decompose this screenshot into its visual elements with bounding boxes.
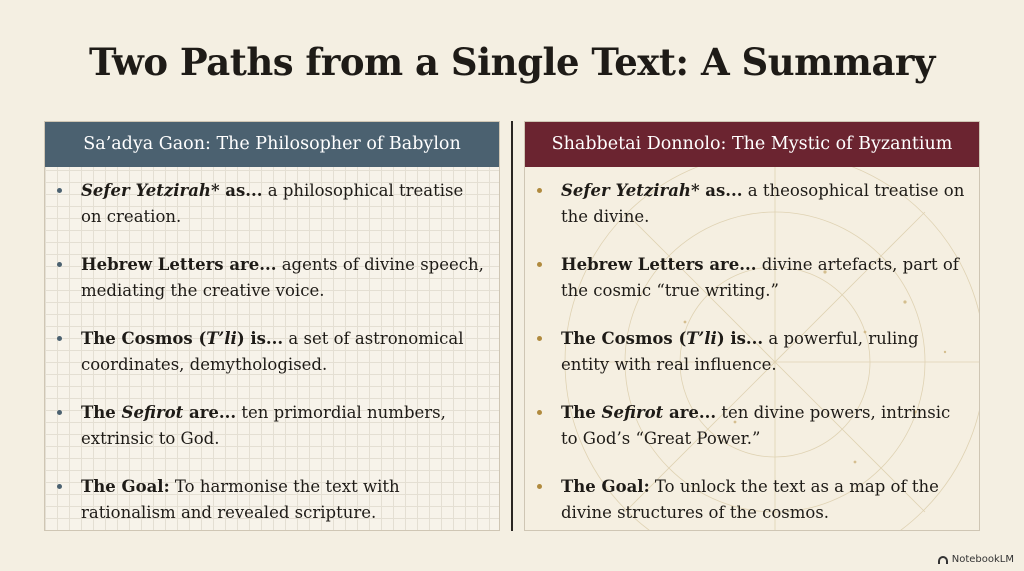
- bullet-icon: [537, 188, 542, 193]
- bullet-icon: [57, 262, 62, 267]
- list-item: [525, 326, 979, 400]
- item-text: a theosophical treatise on the divine.: [561, 181, 965, 226]
- list-item: [525, 474, 979, 531]
- bullet-icon: [57, 484, 62, 489]
- right-item-list: [525, 178, 979, 531]
- bullet-icon: [537, 484, 542, 489]
- list-item: [525, 252, 979, 326]
- brand-watermark: [938, 554, 1014, 565]
- bullet-icon: [537, 410, 542, 415]
- page-title: Two Paths from a Single Text: A Summary: [89, 40, 935, 84]
- item-text: To unlock the text as a map of the divine structures of the cosmos.: [561, 477, 939, 522]
- list-item: [45, 252, 499, 326]
- item-lead: The Goal:: [561, 477, 650, 496]
- column-divider: [511, 121, 513, 531]
- item-text: a powerful, ruling entity with real influence.: [561, 329, 919, 374]
- list-item: [45, 326, 499, 400]
- item-text: To harmonise the text with rationalism and revealed scripture.: [81, 477, 400, 522]
- item-lead: Hebrew Letters are...: [561, 255, 757, 274]
- brand-label: NotebookLM: [951, 554, 1014, 565]
- left-item-list: [45, 178, 499, 548]
- item-lead: Sefer Yetzirah* as...: [81, 181, 263, 200]
- bullet-icon: [57, 188, 62, 193]
- item-lead: The Cosmos (T’li) is...: [81, 329, 284, 348]
- left-panel: [44, 121, 500, 531]
- item-text: ten primordial numbers, extrinsic to God.: [81, 403, 446, 448]
- left-panel-header: Sa’adya Gaon: The Philosopher of Babylon: [45, 122, 499, 167]
- item-lead: Hebrew Letters are...: [81, 255, 277, 274]
- list-item: [45, 474, 499, 548]
- item-text: a set of astronomical coordinates, demythologised.: [81, 329, 464, 374]
- bullet-icon: [537, 336, 542, 341]
- right-panel: [524, 121, 980, 531]
- item-lead: The Sefirot are...: [561, 403, 717, 422]
- list-item: [45, 400, 499, 474]
- list-item: [45, 178, 499, 252]
- list-item: [525, 178, 979, 252]
- list-item: [525, 400, 979, 474]
- item-text: agents of divine speech, mediating the creative voice.: [81, 255, 484, 300]
- right-panel-header: Shabbetai Donnolo: The Mystic of Byzantium: [525, 122, 979, 167]
- bullet-icon: [57, 410, 62, 415]
- bullet-icon: [57, 336, 62, 341]
- item-lead: Sefer Yetzirah* as...: [561, 181, 743, 200]
- item-text: a philosophical treatise on creation.: [81, 181, 464, 226]
- item-text: divine artefacts, part of the cosmic “true writing.”: [561, 255, 959, 300]
- item-text: ten divine powers, intrinsic to God’s “Great Power.”: [561, 403, 951, 448]
- item-lead: The Cosmos (T’li) is...: [561, 329, 764, 348]
- notebooklm-logo-icon: [938, 556, 948, 564]
- item-lead: The Goal:: [81, 477, 170, 496]
- item-lead: The Sefirot are...: [81, 403, 237, 422]
- bullet-icon: [537, 262, 542, 267]
